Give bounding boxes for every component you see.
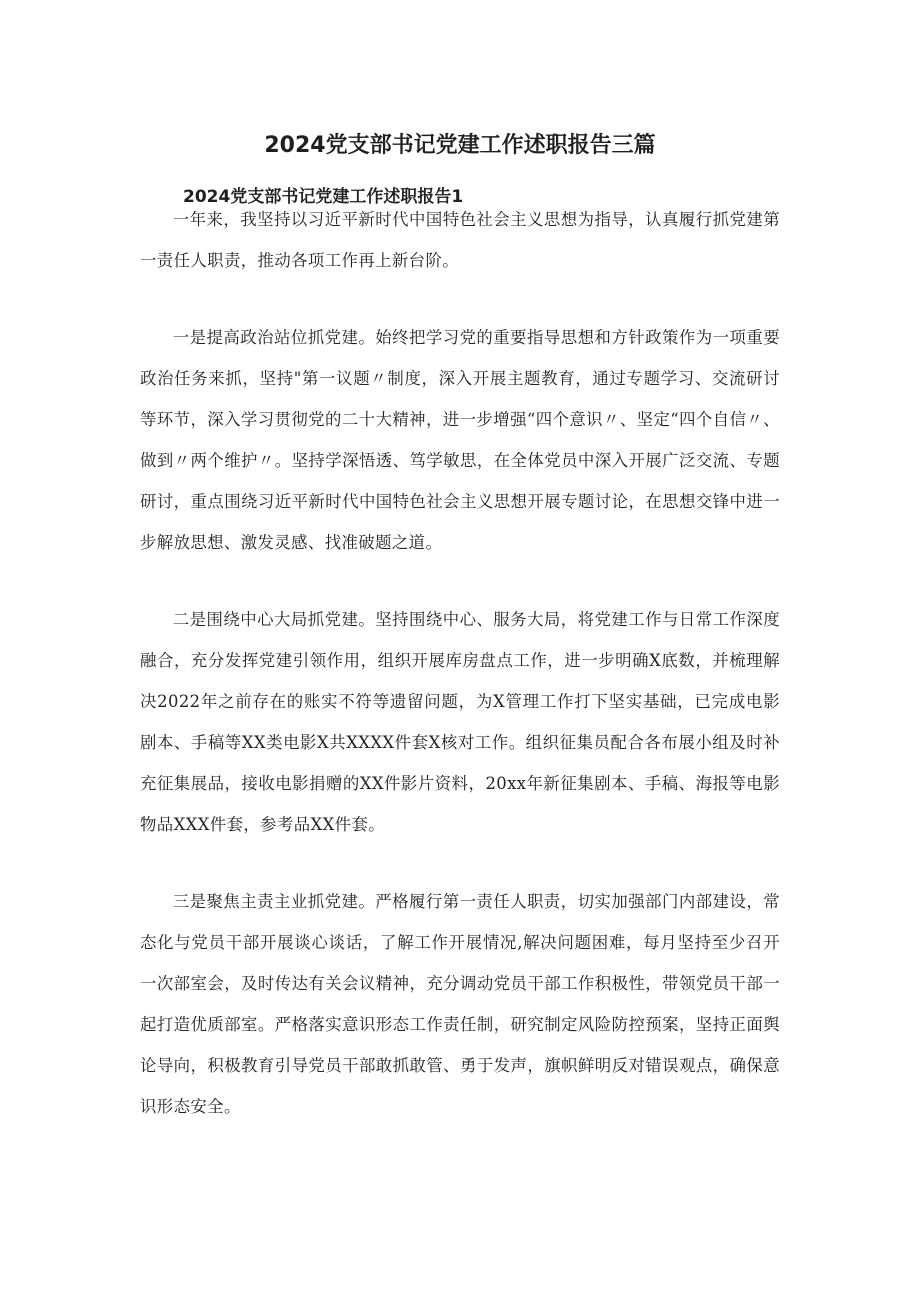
- paragraph-intro: 一年来，我坚持以习近平新时代中国特色社会主义思想为指导，认真履行抓党建第一责任人职责，推动各项工作再上新台阶。: [140, 210, 780, 270]
- document-title: 2024党支部书记党建工作述职报告三篇: [264, 133, 656, 158]
- paragraph-main-responsibility: 三是聚焦主责主业抓党建。严格履行第一责任人职责，切实加强部门内部建设，常态化与党员干部开展谈心谈话，了解工作开展情况,解决问题困难，每月坚持至少召开一次部室会，及时传达有关会议精神，充分调动党员干部工作积极性，带领党员干部一起打造优质部室。严格落实意识形态工作责任制，研究制定风险防控预案，坚持正面舆论导向，积极教育引导党员干部敢抓敢管、勇于发声，旗帜鲜明反对错误观点，确保意识形态安全。: [140, 892, 780, 1116]
- section-heading: 2024党支部书记党建工作述职报告1: [183, 187, 464, 207]
- paragraph-central-work: 二是围绕中心大局抓党建。坚持围绕中心、服务大局，将党建工作与日常工作深度融合，充分发挥党建引领作用，组织开展库房盘点工作，进一步明确X底数，并梳理解决2022年之前存在的账实不符等遗留问题，为X管理工作打下坚实基础，已完成电影剧本、手稿等XX类电影X共XXXX件套X核对工作。组织征集员配合各布展小组及时补充征集展品，接收电影捐赠的XX件影片资料，20xx年新征集剧本、手稿、海报等电影物品XXX件套，参考品XX件套。: [140, 610, 780, 834]
- paragraph-political-stance: 一是提高政治站位抓党建。始终把学习党的重要指导思想和方针政策作为一项重要政治任务来抓，坚持"第一议题〃制度，深入开展主题教育，通过专题学习、交流研讨等环节，深入学习贯彻党的二十大精神，进一步增强“四个意识〃、坚定“四个自信〃、做到〃两个维护〃。坚持学深悟透、笃学敏思，在全体党员中深入开展广泛交流、专题研讨，重点围绕习近平新时代中国特色社会主义思想开展专题讨论，在思想交锋中进一步解放思想、激发灵感、找准破题之道。: [140, 328, 780, 552]
